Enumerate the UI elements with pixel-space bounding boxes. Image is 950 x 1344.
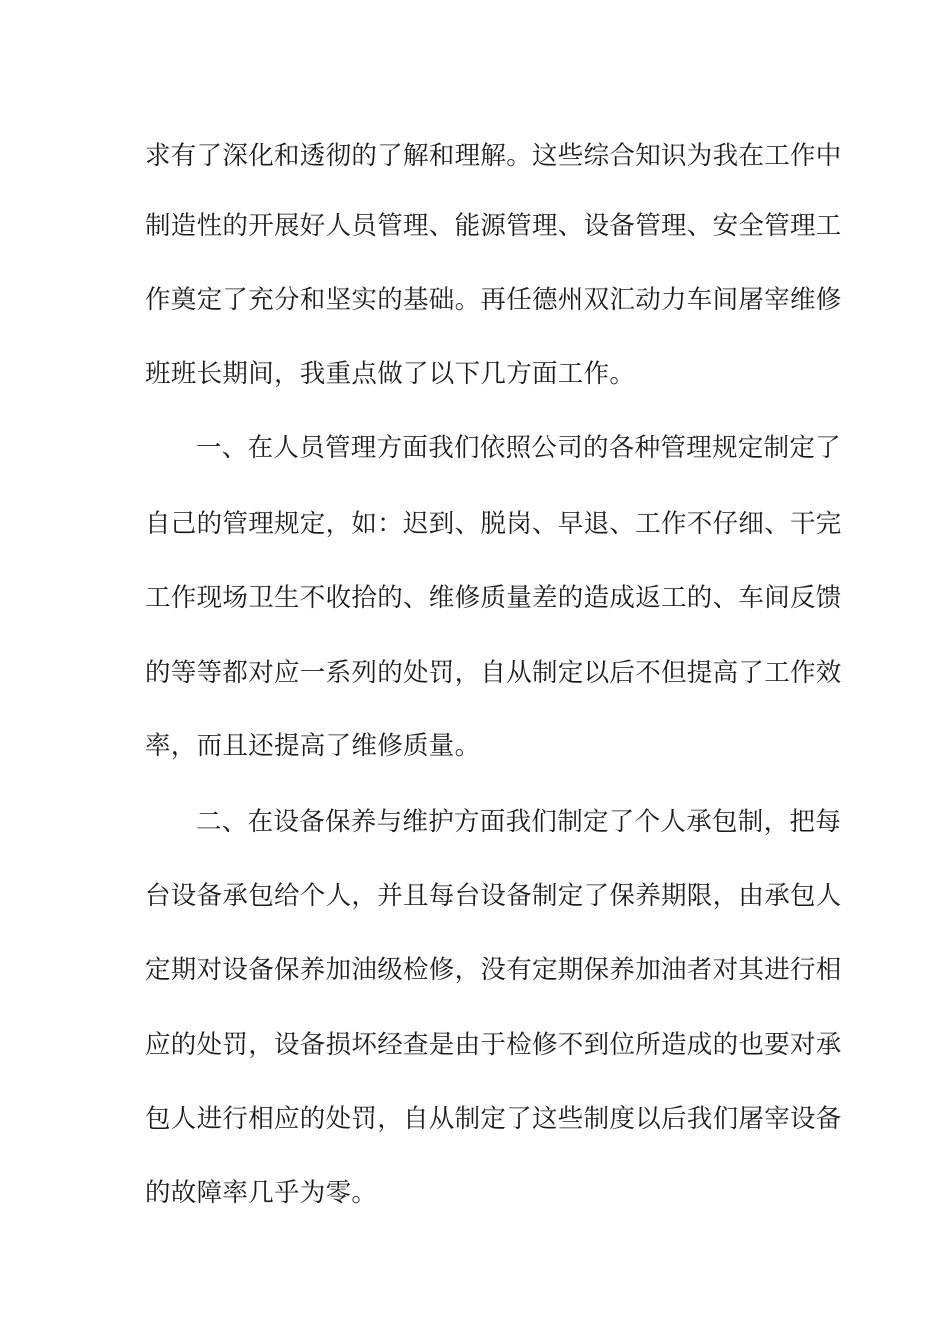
paragraph-start-line: 一、在人员管理方面我们依照公司的各种管理规定制定了	[196, 433, 842, 463]
text-line: 的故障率几乎为零。	[145, 1178, 378, 1208]
text-line: 包人进行相应的处罚，自从制定了这些制度以后我们屠宰设备	[145, 1104, 842, 1134]
text-line: 班班长期间，我重点做了以下几方面工作。	[145, 359, 636, 389]
text-line: 应的处罚，设备损坏经查是由于检修不到位所造成的也要对承	[145, 1030, 842, 1060]
text-line: 率，而且还提高了维修质量。	[145, 731, 481, 761]
text-line: 作奠定了充分和坚实的基础。再任德州双汇动力车间屠宰维修	[145, 285, 842, 315]
text-line: 的等等都对应一系列的处罚，自从制定以后不但提高了工作效	[145, 658, 842, 688]
text-line: 求有了深化和透彻的了解和理解。这些综合知识为我在工作中	[145, 141, 842, 171]
text-line: 定期对设备保养加油级检修，没有定期保养加油者对其进行相	[145, 955, 842, 985]
paragraph-start-line: 二、在设备保养与维护方面我们制定了个人承包制，把每	[196, 807, 842, 837]
text-line: 自己的管理规定，如：迟到、脱岗、早退、工作不仔细、干完	[145, 509, 842, 539]
text-line: 制造性的开展好人员管理、能源管理、设备管理、安全管理工	[145, 211, 842, 241]
text-line: 台设备承包给个人，并且每台设备制定了保养期限，由承包人	[145, 881, 842, 911]
text-line: 工作现场卫生不收拾的、维修质量差的造成返工的、车间反馈	[145, 583, 842, 613]
